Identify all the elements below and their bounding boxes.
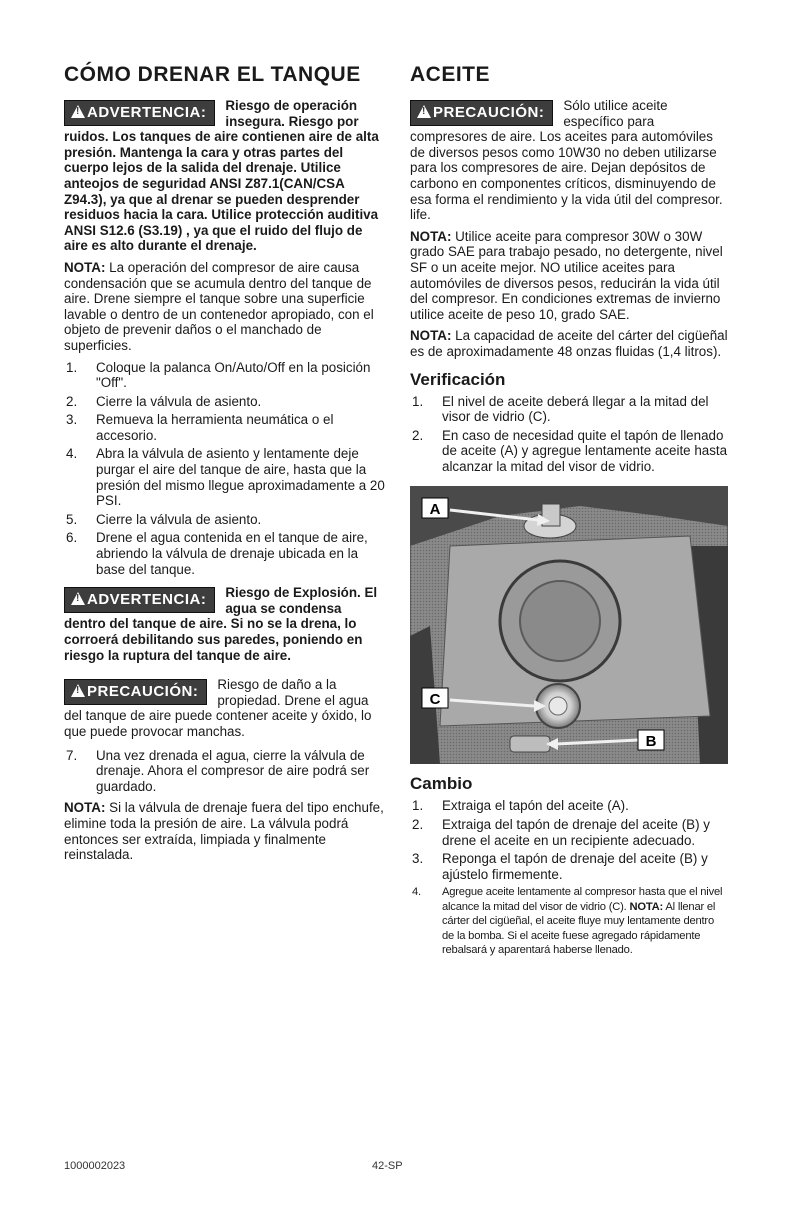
list-item: 4. Agregue aceite lentamente al compresor hasta que el nivel alcance la mitad del visor de vidrio (C). NOTA: Al llenar el cárter del cigüeñal, el aceite fluye muy lentamente dentro de la bomba. Si el aceite fuese agregado rápidamente rebalsará y aparentará haberse llenado.	[412, 886, 723, 957]
photo-label-c: C	[429, 691, 441, 709]
compressor-photo	[410, 486, 728, 764]
warning-triangle-icon: !	[417, 105, 431, 118]
photo-label-a: A	[429, 501, 441, 519]
note-oil-grade: NOTA: Utilice aceite para compresor 30W o 30W grado SAE para trabajo pesado, no detergente, nivel SF o un aceite mejor. NO utilice aceites para automóviles de diversos pesos, reducirán la vida útil del compresor. En condiciones extremas de invierno utilice aceite de peso 10, grado SAE.	[410, 228, 723, 322]
compressor-photo-illustration	[410, 486, 728, 764]
right-column	[410, 62, 728, 964]
warning-badge: ! ADVERTENCIA:	[64, 100, 215, 126]
warning-lead: Riesgo de operación	[225, 98, 358, 113]
footer-document-code: 1000002023	[64, 1160, 126, 1172]
warning-unsafe-operation	[64, 98, 386, 254]
change-steps-list	[410, 798, 728, 957]
list-item: 2. Extraiga del tapón de drenaje del aceite (B) y drene el aceite en un recipiente adecuado.	[412, 817, 710, 848]
caution-lead: Sólo utilice aceite específico para	[563, 98, 668, 129]
list-item: 4. Abra la válvula de asiento y lentamente deje purgar el aire del tanque de aire, hasta que la presión del mismo llegue aproximadamente a 20 PSI.	[66, 446, 385, 509]
section-title-drain-tank: CÓMO DRENAR EL TANQUE	[64, 63, 361, 86]
list-item: 2. Cierre la válvula de asiento.	[66, 393, 262, 409]
caution-property-damage	[64, 677, 386, 739]
caution-text: agua del tanque de aire puede contener aceite y óxido, lo que puede provocar manchas.	[64, 692, 372, 739]
list-item: 3. Reponga el tapón de drenaje del aceite (B) y ajústelo firmemente.	[412, 851, 708, 882]
warning-triangle-icon: !	[71, 684, 85, 697]
list-item: 1. El nivel de aceite deberá llegar a la mitad del visor de vidrio (C).	[412, 393, 709, 425]
list-item: 5. Cierre la válvula de asiento.	[66, 511, 262, 527]
left-column	[64, 62, 386, 869]
caution-badge: ! PRECAUCIÓN:	[64, 679, 207, 705]
subsection-title-check: Verificación	[410, 369, 506, 389]
warning-triangle-icon: !	[71, 105, 85, 118]
list-item: 3. Remueva la herramienta neumática o el accesorio.	[66, 412, 334, 443]
note-oil-capacity: NOTA: La capacidad de aceite del cárter del cigüeñal es de aproximadamente 48 onzas fluidas (1,4 litros).	[410, 328, 728, 359]
photo-label-b: B	[645, 733, 657, 751]
drain-step-7	[64, 748, 386, 795]
section-title-oil: ACEITE	[410, 63, 491, 86]
list-item: 7. Una vez drenada el agua, cierre la válvula de drenaje. Ahora el compresor de aire podrá ser guardado.	[66, 747, 370, 794]
check-steps-list	[410, 394, 728, 475]
caution-oil-type	[410, 98, 728, 223]
warning-text: insegura. Riesgo por ruidos. Los tanques de aire contienen aire de alta presión. Mantenga la cara y otras partes del cuerpo lejos de la salida del drenaje. Utilice anteojos de seguridad ANSI Z87.1(CAN/CSA Z94.3), ya que al drenar se pueden desprender residuos hacia la cara. Utilice protección auditiva ANSI S12.6 (S3.19) , ya que el ruido del flujo de aire es alto durante el drenaje.	[64, 113, 379, 254]
caution-lead: Riesgo de daño a la propiedad. Drene el	[217, 677, 337, 708]
warning-lead: Riesgo de Explosión. El agua	[225, 585, 378, 616]
warning-triangle-icon: !	[71, 592, 85, 605]
caution-text: compresores de aire. Los aceites para automóviles de diversos pesos como 10W30 no deben utilizarse para los compresores de aire. Dejan depósitos de carbono en componentes críticos, disminuyendo de esa forma el rendimiento y la vida útil del compresor. life.	[410, 129, 723, 223]
warning-explosion	[64, 585, 386, 663]
note-plug-valve: NOTA: Si la válvula de drenaje fuera del tipo enchufe, elimine toda la presión de aire. La válvula podrá entonces ser extraída, limpiada y finalmente reinstalada.	[64, 800, 384, 863]
list-item: 2. En caso de necesidad quite el tapón de llenado de aceite (A) y agregue lentamente aceite hasta alcanzar la mitad del visor de vidrio.	[412, 427, 728, 474]
drain-steps-list	[64, 360, 386, 578]
list-item: 6. Drene el agua contenida en el tanque de aire, abriendo la válvula de drenaje ubicada en la base del tanque.	[66, 530, 368, 577]
warning-badge: ! ADVERTENCIA:	[64, 587, 215, 613]
list-item: 1. Extraiga el tapón del aceite (A).	[412, 798, 629, 814]
warning-text: se condensa dentro del tanque de aire. Si no se la drena, lo corroerá debilitando sus paredes, poniendo en riesgo la ruptura del tanque de aire.	[64, 600, 363, 663]
subsection-title-change: Cambio	[410, 774, 473, 794]
note-condensation: NOTA: La operación del compresor de aire causa condensación que se acumula dentro del tanque de aire. Drene siempre el tanque sobre una superficie lavable o dentro de un contenedor apropiado, con el objeto de prevenir daños o el manchado de superficies.	[64, 259, 374, 353]
caution-badge: ! PRECAUCIÓN:	[410, 100, 553, 126]
list-item: 1. Coloque la palanca On/Auto/Off en la posición "Off".	[66, 359, 371, 391]
footer-page-number: 42-SP	[372, 1160, 403, 1172]
